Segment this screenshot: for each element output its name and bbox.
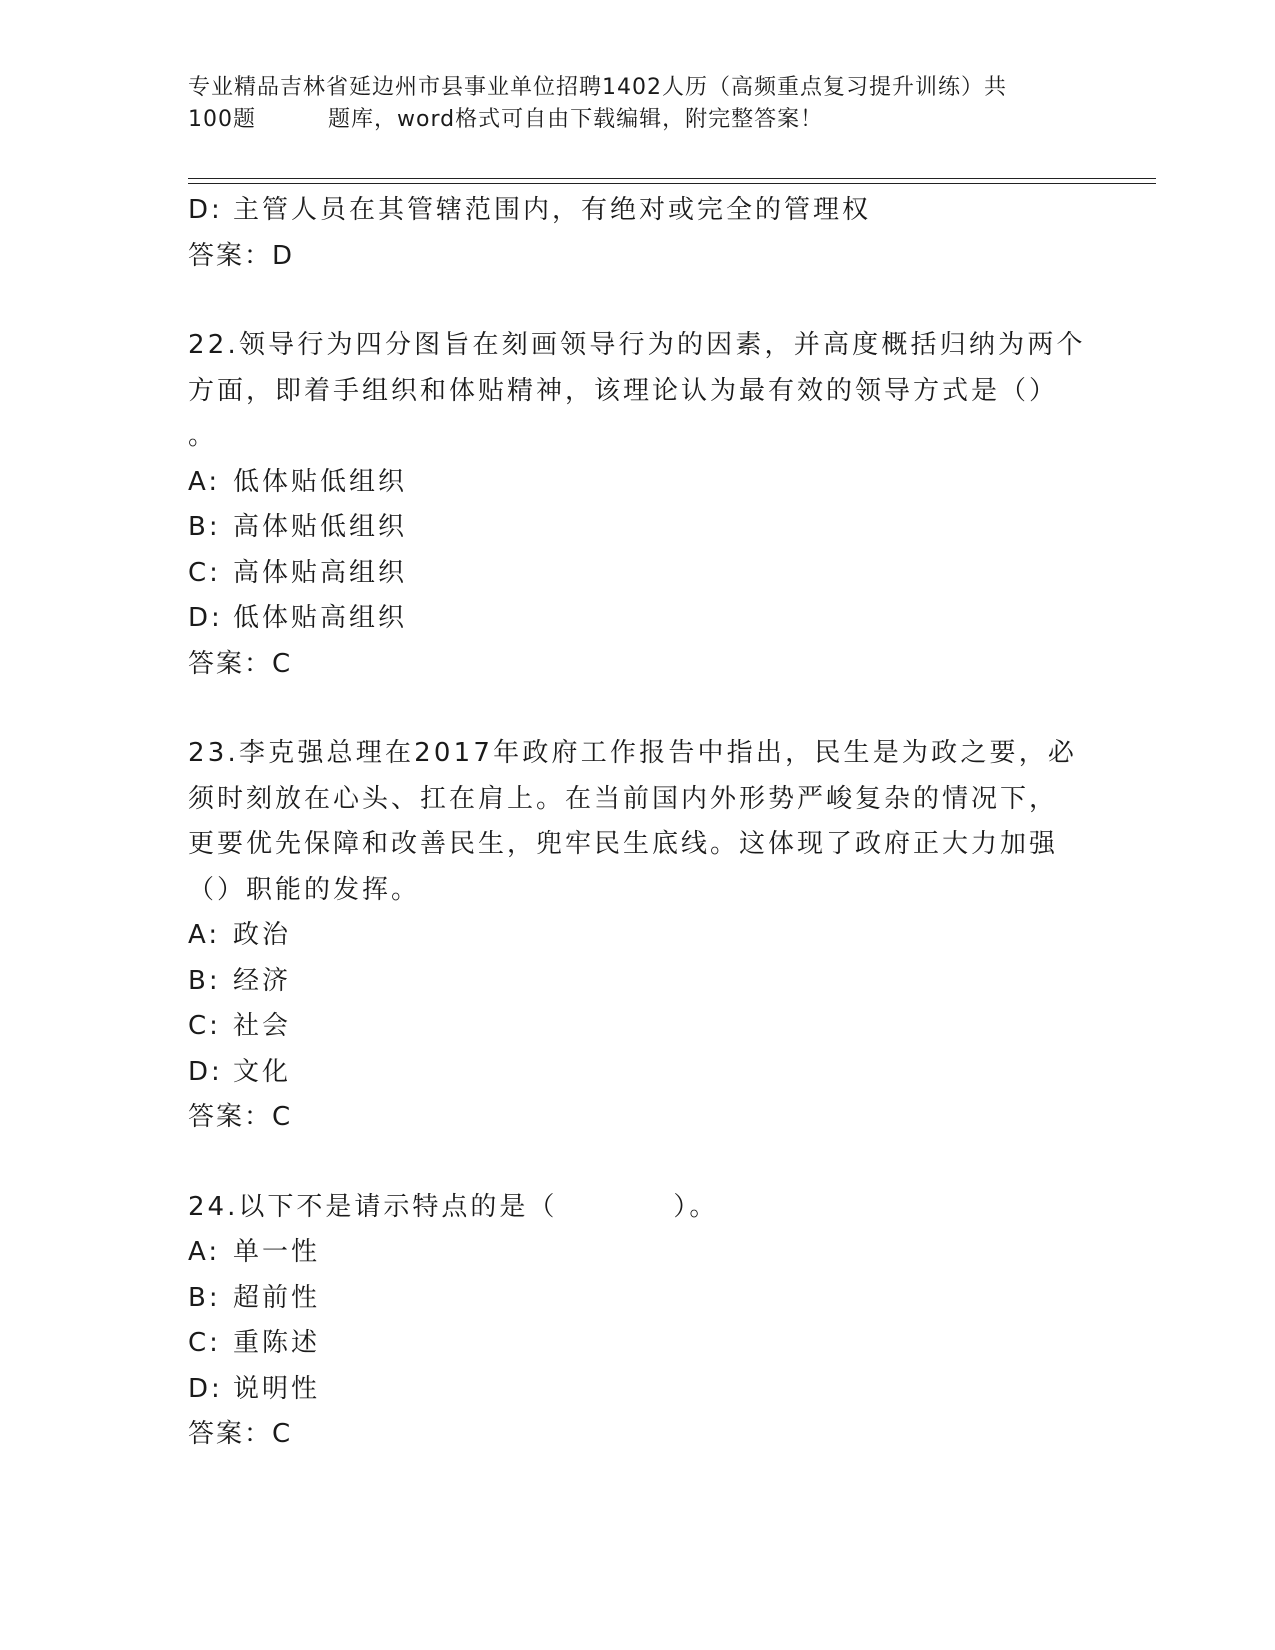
option-c — [188, 1321, 1088, 1367]
option-c — [188, 551, 1088, 597]
option-b — [188, 959, 1088, 1005]
option-letter: D: — [188, 1373, 223, 1404]
question-text-line: 更要优先保障和改善民生，兜牢民生底线。这体现了政府正大力加强 — [188, 829, 1059, 859]
option-d — [188, 596, 1088, 642]
question-text-line: 24.以下不是请示特点的是（ ）。 — [188, 1191, 719, 1222]
option-a — [188, 460, 1088, 506]
option-b — [188, 505, 1088, 551]
spacer — [188, 687, 1088, 731]
option-text: 低体贴高组织 — [233, 603, 408, 633]
spacer — [188, 1141, 1088, 1185]
option-letter: D: — [188, 1056, 223, 1087]
option-text: 高体贴高组织 — [233, 557, 408, 588]
option-letter: C: — [188, 1011, 221, 1041]
header-divider-top — [188, 178, 1156, 179]
spacer — [188, 279, 1088, 323]
question-text-line: （）职能的发挥。 — [188, 874, 421, 905]
option-letter: A: — [188, 466, 221, 497]
option-a — [188, 1230, 1088, 1276]
prev-option-d — [188, 188, 1088, 234]
header-divider-bottom — [188, 183, 1156, 184]
prev-answer: 答案：D — [188, 240, 295, 271]
header-line-2 — [188, 104, 1088, 136]
option-letter: A: — [188, 1237, 221, 1267]
option-text: 低体贴低组织 — [233, 466, 408, 497]
question-22 — [188, 323, 1088, 687]
question-text-line: 。 — [188, 421, 218, 451]
option-b — [188, 1276, 1088, 1322]
option-c — [188, 1004, 1088, 1050]
question-text-line: 23.李克强总理在2017年政府工作报告中指出，民生是为政之要，必 — [188, 738, 1078, 768]
header-question-count: 100题 — [188, 107, 256, 132]
option-text: 说明性 — [233, 1373, 321, 1404]
answer-line: 答案：C — [188, 1419, 293, 1449]
option-text: 高体贴低组织 — [233, 512, 408, 542]
option-text: 重陈述 — [233, 1328, 321, 1358]
option-letter: D: — [188, 603, 223, 633]
question-23 — [188, 731, 1088, 1141]
option-a — [188, 913, 1088, 959]
answer-line: 答案：C — [188, 1102, 293, 1132]
document-header — [188, 72, 1088, 136]
option-d — [188, 1367, 1088, 1413]
option-letter: A: — [188, 920, 221, 950]
option-letter: B: — [188, 1282, 221, 1313]
option-letter: B: — [188, 965, 221, 996]
question-text-line: 22.领导行为四分图旨在刻画领导行为的因素，并高度概括归纳为两个 — [188, 330, 1086, 360]
option-letter: D: — [188, 195, 223, 225]
option-d — [188, 1050, 1088, 1096]
option-text: 文化 — [233, 1056, 292, 1087]
option-text: 经济 — [233, 965, 292, 996]
question-text-line: 方面，即着手组织和体贴精神，该理论认为最有效的领导方式是（） — [188, 375, 1059, 406]
question-text-line: 须时刻放在心头、扛在肩上。在当前国内外形势严峻复杂的情况下， — [188, 783, 1059, 814]
option-text: 政治 — [233, 920, 292, 950]
answer-line: 答案：C — [188, 648, 293, 679]
question-24 — [188, 1185, 1088, 1458]
option-text: 单一性 — [233, 1237, 321, 1267]
option-text: 社会 — [233, 1011, 292, 1041]
header-description: 题库，word格式可自由下载编辑，附完整答案！ — [328, 107, 824, 132]
option-text: 超前性 — [233, 1282, 321, 1313]
option-letter: B: — [188, 512, 221, 542]
header-line-1: 专业精品吉林省延边州市县事业单位招聘1402人历（高频重点复习提升训练）共 — [188, 75, 1007, 100]
question-list — [188, 188, 1088, 1458]
option-letter: C: — [188, 1328, 221, 1358]
option-letter: C: — [188, 557, 221, 588]
option-text: 主管人员在其管辖范围内，有绝对或完全的管理权 — [233, 195, 872, 225]
